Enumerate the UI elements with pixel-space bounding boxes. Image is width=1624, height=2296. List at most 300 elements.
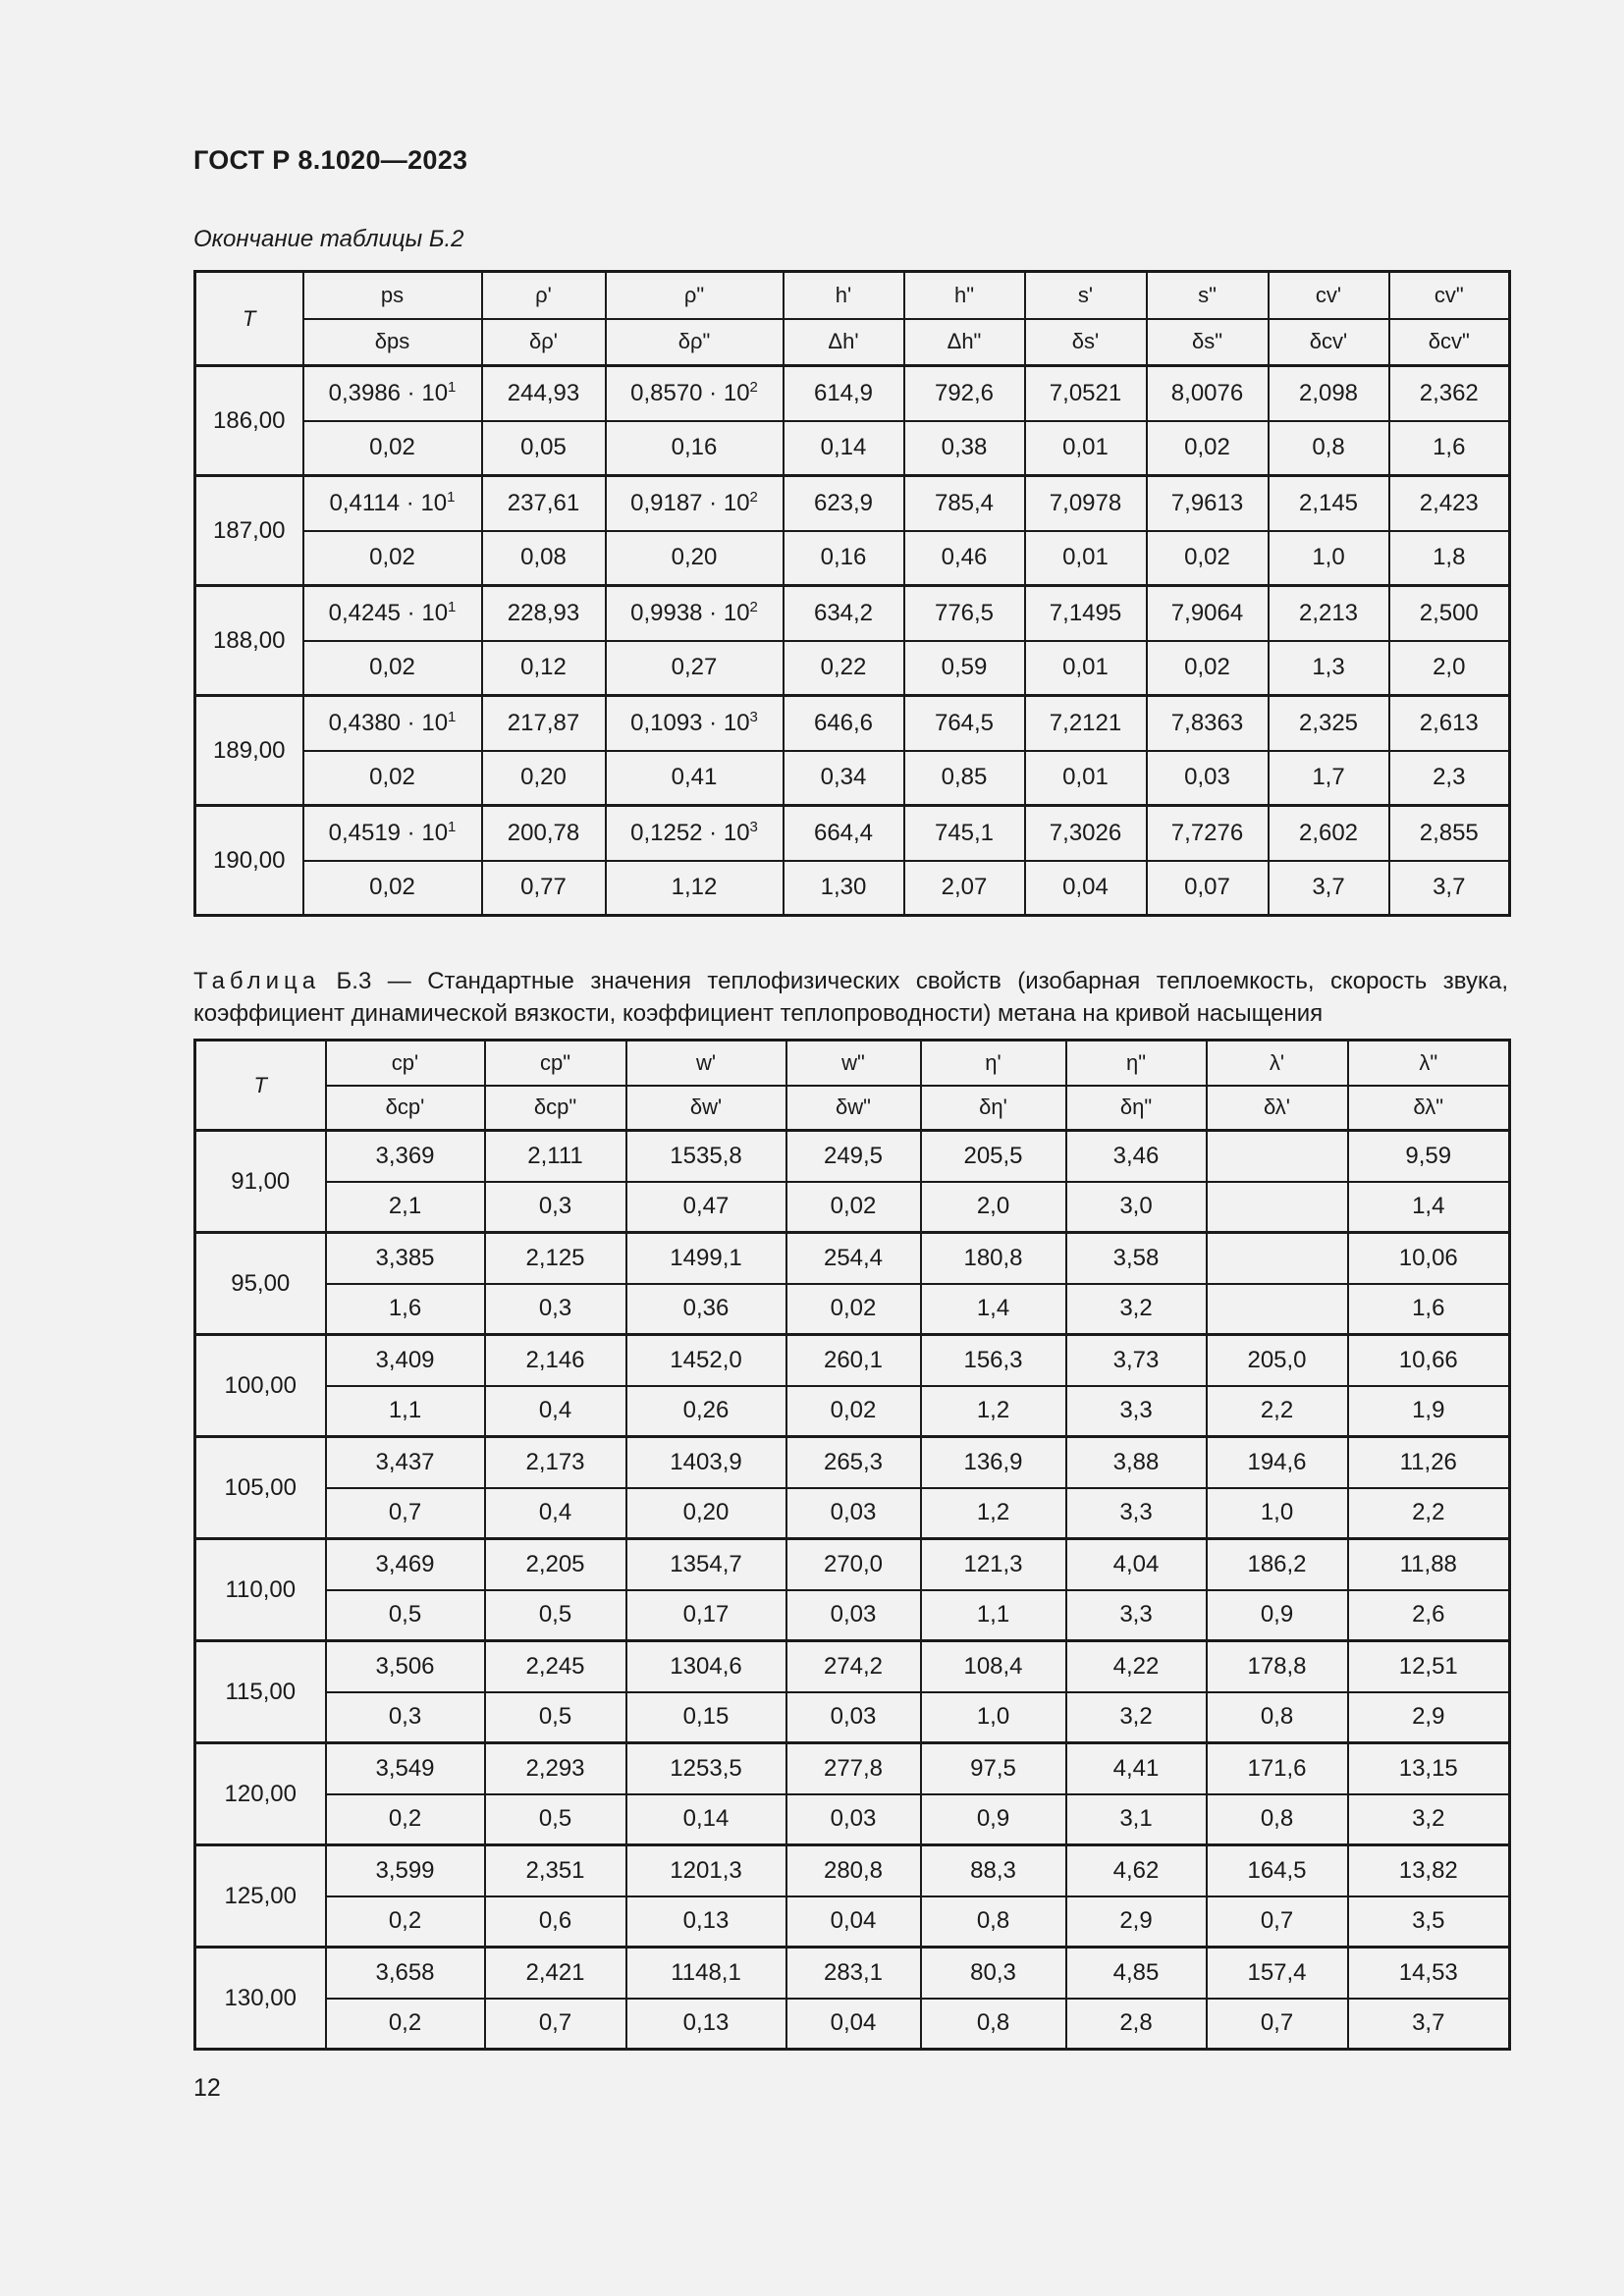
table-row — [195, 1488, 1510, 1539]
uncertainty-cell: 1,30 — [784, 861, 904, 916]
temperature-block — [195, 1845, 1510, 1948]
value-cell: 10,66 — [1348, 1335, 1510, 1386]
table-row — [195, 586, 1510, 641]
uncertainty-cell: 0,3 — [485, 1182, 626, 1233]
value-mantissa: 0,4245 · 10 — [328, 599, 449, 626]
value-cell: 7,7276 — [1147, 806, 1269, 861]
uncertainty-cell: 3,3 — [1066, 1590, 1207, 1641]
uncertainty-cell: 0,8 — [1207, 1692, 1348, 1743]
uncertainty-cell: 0,12 — [482, 641, 606, 696]
value-cell — [606, 476, 784, 531]
table-row — [195, 1131, 1510, 1182]
uncertainty-cell: 3,2 — [1066, 1284, 1207, 1335]
column-header: cp" — [485, 1041, 626, 1086]
uncertainty-cell: 0,2 — [326, 1999, 485, 2050]
value-cell: 2,602 — [1269, 806, 1389, 861]
value-cell: 12,51 — [1348, 1641, 1510, 1692]
column-header: ps — [303, 272, 482, 319]
column-header: s' — [1025, 272, 1147, 319]
value-cell: 9,59 — [1348, 1131, 1510, 1182]
temperature-cell: 110,00 — [195, 1539, 326, 1641]
uncertainty-cell: 0,01 — [1025, 641, 1147, 696]
uncertainty-cell: 0,9 — [921, 1794, 1066, 1845]
table-row — [195, 1386, 1510, 1437]
uncertainty-cell: 0,02 — [303, 641, 482, 696]
temperature-block — [195, 586, 1510, 696]
column-header-uncertainty: δcv' — [1269, 319, 1389, 366]
uncertainty-cell: 0,26 — [626, 1386, 786, 1437]
uncertainty-cell: 0,02 — [303, 751, 482, 806]
uncertainty-cell — [1207, 1284, 1348, 1335]
value-cell: 2,245 — [485, 1641, 626, 1692]
value-cell: 2,205 — [485, 1539, 626, 1590]
value-exponent: 3 — [749, 708, 758, 725]
uncertainty-cell: 0,16 — [784, 531, 904, 586]
column-header-uncertainty: δs" — [1147, 319, 1269, 366]
value-cell: 13,15 — [1348, 1743, 1510, 1794]
column-header-temperature: T — [195, 1041, 326, 1131]
table-row — [195, 1590, 1510, 1641]
uncertainty-cell: 0,8 — [921, 1896, 1066, 1948]
value-cell: 7,0978 — [1025, 476, 1147, 531]
table-row — [195, 1896, 1510, 1948]
value-cell: 2,146 — [485, 1335, 626, 1386]
temperature-block — [195, 1948, 1510, 2050]
value-cell — [606, 806, 784, 861]
table-row — [195, 1845, 1510, 1896]
column-header: h" — [904, 272, 1025, 319]
value-exponent: 1 — [448, 378, 457, 396]
column-header-uncertainty: δw" — [786, 1086, 921, 1131]
column-header-uncertainty: Δh' — [784, 319, 904, 366]
value-cell: 7,1495 — [1025, 586, 1147, 641]
column-header-uncertainty: δcv" — [1389, 319, 1510, 366]
value-cell: 2,325 — [1269, 696, 1389, 751]
value-cell: 171,6 — [1207, 1743, 1348, 1794]
uncertainty-cell: 0,04 — [786, 1999, 921, 2050]
value-exponent: 1 — [448, 818, 457, 835]
column-header: s" — [1147, 272, 1269, 319]
uncertainty-cell: 0,03 — [786, 1590, 921, 1641]
column-header: η" — [1066, 1041, 1207, 1086]
value-exponent: 2 — [749, 378, 758, 396]
uncertainty-cell: 0,01 — [1025, 751, 1147, 806]
temperature-cell: 91,00 — [195, 1131, 326, 1233]
value-cell: 1304,6 — [626, 1641, 786, 1692]
value-exponent: 1 — [447, 488, 456, 506]
temperature-cell: 187,00 — [195, 476, 303, 586]
uncertainty-cell: 3,7 — [1348, 1999, 1510, 2050]
uncertainty-cell: 2,9 — [1066, 1896, 1207, 1948]
temperature-block — [195, 1743, 1510, 1845]
uncertainty-cell: 0,41 — [606, 751, 784, 806]
value-cell: 3,46 — [1066, 1131, 1207, 1182]
value-mantissa: 0,9938 · 10 — [630, 599, 750, 626]
value-cell: 4,22 — [1066, 1641, 1207, 1692]
table-row — [195, 1233, 1510, 1284]
uncertainty-cell: 0,03 — [1147, 751, 1269, 806]
uncertainty-cell: 0,02 — [1147, 531, 1269, 586]
uncertainty-cell: 0,7 — [1207, 1896, 1348, 1948]
column-header: cv' — [1269, 272, 1389, 319]
uncertainty-cell: 0,7 — [485, 1999, 626, 2050]
uncertainty-cell: 0,5 — [485, 1590, 626, 1641]
column-header: w" — [786, 1041, 921, 1086]
value-cell: 121,3 — [921, 1539, 1066, 1590]
uncertainty-cell: 2,07 — [904, 861, 1025, 916]
table-row — [195, 751, 1510, 806]
uncertainty-cell: 1,1 — [921, 1590, 1066, 1641]
value-cell: 3,58 — [1066, 1233, 1207, 1284]
value-mantissa: 0,1252 · 10 — [630, 819, 750, 846]
uncertainty-cell: 0,3 — [485, 1284, 626, 1335]
uncertainty-cell: 3,2 — [1066, 1692, 1207, 1743]
uncertainty-cell: 0,13 — [626, 1999, 786, 2050]
value-cell: 217,87 — [482, 696, 606, 751]
value-cell: 1253,5 — [626, 1743, 786, 1794]
uncertainty-cell: 1,3 — [1269, 641, 1389, 696]
value-cell: 3,599 — [326, 1845, 485, 1896]
value-cell: 3,506 — [326, 1641, 485, 1692]
table-b3 — [193, 1039, 1511, 2051]
uncertainty-cell: 2,3 — [1389, 751, 1510, 806]
value-cell: 614,9 — [784, 366, 904, 421]
uncertainty-cell: 0,2 — [326, 1794, 485, 1845]
uncertainty-cell: 0,02 — [786, 1284, 921, 1335]
uncertainty-cell: 0,02 — [1147, 421, 1269, 476]
value-cell — [606, 696, 784, 751]
value-cell: 2,125 — [485, 1233, 626, 1284]
uncertainty-cell: 3,7 — [1389, 861, 1510, 916]
uncertainty-cell: 3,5 — [1348, 1896, 1510, 1948]
uncertainty-cell: 1,6 — [1348, 1284, 1510, 1335]
table-row — [195, 1437, 1510, 1488]
uncertainty-cell: 0,7 — [326, 1488, 485, 1539]
value-cell: 136,9 — [921, 1437, 1066, 1488]
uncertainty-cell: 0,85 — [904, 751, 1025, 806]
value-cell — [1207, 1233, 1348, 1284]
value-mantissa: 0,3986 · 10 — [328, 379, 449, 406]
value-cell: 280,8 — [786, 1845, 921, 1896]
value-cell: 3,409 — [326, 1335, 485, 1386]
value-cell: 2,613 — [1389, 696, 1510, 751]
table-b3-caption-label: Таблица — [193, 968, 321, 994]
uncertainty-cell: 0,5 — [485, 1794, 626, 1845]
uncertainty-cell: 3,1 — [1066, 1794, 1207, 1845]
value-cell: 2,500 — [1389, 586, 1510, 641]
uncertainty-cell: 0,2 — [326, 1896, 485, 1948]
uncertainty-cell: 3,0 — [1066, 1182, 1207, 1233]
uncertainty-cell: 1,12 — [606, 861, 784, 916]
column-header-uncertainty: δcp" — [485, 1086, 626, 1131]
uncertainty-cell: 2,2 — [1207, 1386, 1348, 1437]
column-header: λ" — [1348, 1041, 1510, 1086]
value-cell: 1535,8 — [626, 1131, 786, 1182]
value-cell: 260,1 — [786, 1335, 921, 1386]
uncertainty-cell: 1,0 — [1207, 1488, 1348, 1539]
uncertainty-cell: 0,14 — [626, 1794, 786, 1845]
column-header-uncertainty: δs' — [1025, 319, 1147, 366]
uncertainty-cell: 0,16 — [606, 421, 784, 476]
uncertainty-cell: 0,02 — [786, 1386, 921, 1437]
uncertainty-cell: 0,36 — [626, 1284, 786, 1335]
temperature-block — [195, 366, 1510, 476]
temperature-block — [195, 1539, 1510, 1641]
value-cell: 186,2 — [1207, 1539, 1348, 1590]
value-cell: 634,2 — [784, 586, 904, 641]
table-b3-caption-text: Б.3 — Стандартные значения теплофизических свойств (изобарная теплоемкость, скорость звука, коэффициент динамической вязкости, коэффициент теплопроводности) метана на кривой насыщения — [193, 968, 1508, 1027]
value-cell: 2,351 — [485, 1845, 626, 1896]
header-row — [195, 319, 1510, 366]
uncertainty-cell: 1,9 — [1348, 1386, 1510, 1437]
value-cell: 277,8 — [786, 1743, 921, 1794]
value-cell — [606, 366, 784, 421]
value-cell: 2,293 — [485, 1743, 626, 1794]
uncertainty-cell: 0,02 — [303, 531, 482, 586]
value-cell: 3,73 — [1066, 1335, 1207, 1386]
column-header-uncertainty: δρ' — [482, 319, 606, 366]
column-header-temperature: T — [195, 272, 303, 366]
uncertainty-cell: 2,9 — [1348, 1692, 1510, 1743]
column-header-uncertainty: δw' — [626, 1086, 786, 1131]
value-exponent: 3 — [749, 818, 758, 835]
value-cell: 8,0076 — [1147, 366, 1269, 421]
column-header: ρ' — [482, 272, 606, 319]
table-row — [195, 641, 1510, 696]
value-cell: 7,2121 — [1025, 696, 1147, 751]
value-cell: 244,93 — [482, 366, 606, 421]
value-cell: 80,3 — [921, 1948, 1066, 1999]
uncertainty-cell: 0,13 — [626, 1896, 786, 1948]
column-header-uncertainty: δη" — [1066, 1086, 1207, 1131]
value-cell: 194,6 — [1207, 1437, 1348, 1488]
value-mantissa: 0,4114 · 10 — [329, 489, 448, 516]
value-cell: 7,9064 — [1147, 586, 1269, 641]
value-cell: 237,61 — [482, 476, 606, 531]
value-cell: 157,4 — [1207, 1948, 1348, 1999]
uncertainty-cell: 0,8 — [921, 1999, 1066, 2050]
uncertainty-cell: 1,1 — [326, 1386, 485, 1437]
value-cell: 10,06 — [1348, 1233, 1510, 1284]
uncertainty-cell: 0,20 — [626, 1488, 786, 1539]
value-cell: 1452,0 — [626, 1335, 786, 1386]
temperature-cell: 100,00 — [195, 1335, 326, 1437]
uncertainty-cell: 0,03 — [786, 1692, 921, 1743]
uncertainty-cell: 0,59 — [904, 641, 1025, 696]
value-cell: 1403,9 — [626, 1437, 786, 1488]
value-cell: 3,385 — [326, 1233, 485, 1284]
table-row — [195, 1948, 1510, 1999]
temperature-block — [195, 806, 1510, 916]
value-cell: 13,82 — [1348, 1845, 1510, 1896]
value-cell: 254,4 — [786, 1233, 921, 1284]
table-b2 — [193, 270, 1511, 917]
value-cell: 785,4 — [904, 476, 1025, 531]
value-cell: 265,3 — [786, 1437, 921, 1488]
value-cell: 180,8 — [921, 1233, 1066, 1284]
uncertainty-cell: 0,01 — [1025, 421, 1147, 476]
temperature-cell: 189,00 — [195, 696, 303, 806]
uncertainty-cell: 0,3 — [326, 1692, 485, 1743]
uncertainty-cell: 0,27 — [606, 641, 784, 696]
uncertainty-cell: 0,4 — [485, 1386, 626, 1437]
table-row — [195, 861, 1510, 916]
value-cell: 228,93 — [482, 586, 606, 641]
uncertainty-cell: 1,8 — [1389, 531, 1510, 586]
value-cell: 2,145 — [1269, 476, 1389, 531]
uncertainty-cell: 1,4 — [921, 1284, 1066, 1335]
temperature-cell: 190,00 — [195, 806, 303, 916]
uncertainty-cell: 0,34 — [784, 751, 904, 806]
uncertainty-cell: 1,2 — [921, 1386, 1066, 1437]
column-header: w' — [626, 1041, 786, 1086]
value-cell: 776,5 — [904, 586, 1025, 641]
value-cell: 205,5 — [921, 1131, 1066, 1182]
table-row — [195, 1641, 1510, 1692]
value-cell: 4,41 — [1066, 1743, 1207, 1794]
value-cell: 164,5 — [1207, 1845, 1348, 1896]
value-cell — [1207, 1131, 1348, 1182]
temperature-cell: 125,00 — [195, 1845, 326, 1948]
uncertainty-cell: 2,2 — [1348, 1488, 1510, 1539]
temperature-block — [195, 696, 1510, 806]
value-cell: 792,6 — [904, 366, 1025, 421]
column-header-uncertainty: δcp' — [326, 1086, 485, 1131]
uncertainty-cell: 2,8 — [1066, 1999, 1207, 2050]
table-row — [195, 1794, 1510, 1845]
uncertainty-cell: 0,02 — [1147, 641, 1269, 696]
value-cell: 3,369 — [326, 1131, 485, 1182]
uncertainty-cell: 0,5 — [485, 1692, 626, 1743]
uncertainty-cell: 0,38 — [904, 421, 1025, 476]
uncertainty-cell: 3,2 — [1348, 1794, 1510, 1845]
uncertainty-cell: 0,20 — [606, 531, 784, 586]
value-cell — [303, 476, 482, 531]
value-cell: 2,213 — [1269, 586, 1389, 641]
temperature-cell: 115,00 — [195, 1641, 326, 1743]
value-cell — [606, 586, 784, 641]
value-cell: 764,5 — [904, 696, 1025, 751]
value-mantissa: 0,1093 · 10 — [630, 709, 750, 736]
document-header: ГОСТ Р 8.1020—2023 — [193, 145, 468, 175]
value-cell: 2,421 — [485, 1948, 626, 1999]
value-cell: 249,5 — [786, 1131, 921, 1182]
value-cell: 178,8 — [1207, 1641, 1348, 1692]
temperature-block — [195, 1437, 1510, 1539]
uncertainty-cell: 3,3 — [1066, 1386, 1207, 1437]
value-cell: 2,173 — [485, 1437, 626, 1488]
uncertainty-cell: 0,17 — [626, 1590, 786, 1641]
uncertainty-cell — [1207, 1182, 1348, 1233]
value-cell: 664,4 — [784, 806, 904, 861]
value-cell: 646,6 — [784, 696, 904, 751]
value-cell: 4,04 — [1066, 1539, 1207, 1590]
value-cell — [303, 366, 482, 421]
value-mantissa: 0,4519 · 10 — [328, 819, 449, 846]
value-cell: 1148,1 — [626, 1948, 786, 1999]
uncertainty-cell: 0,01 — [1025, 531, 1147, 586]
table-b3-caption — [193, 965, 1508, 1030]
table-row — [195, 1999, 1510, 2050]
column-header: cp' — [326, 1041, 485, 1086]
value-cell: 270,0 — [786, 1539, 921, 1590]
uncertainty-cell: 0,02 — [303, 861, 482, 916]
uncertainty-cell: 0,20 — [482, 751, 606, 806]
uncertainty-cell: 0,02 — [303, 421, 482, 476]
uncertainty-cell: 1,0 — [1269, 531, 1389, 586]
temperature-cell: 120,00 — [195, 1743, 326, 1845]
value-cell: 7,0521 — [1025, 366, 1147, 421]
value-cell — [303, 696, 482, 751]
uncertainty-cell: 0,04 — [786, 1896, 921, 1948]
uncertainty-cell: 1,7 — [1269, 751, 1389, 806]
value-exponent: 2 — [749, 488, 758, 506]
column-header-uncertainty: δλ" — [1348, 1086, 1510, 1131]
uncertainty-cell: 0,08 — [482, 531, 606, 586]
table-row — [195, 696, 1510, 751]
value-cell: 88,3 — [921, 1845, 1066, 1896]
column-header-uncertainty: Δh" — [904, 319, 1025, 366]
temperature-block — [195, 1641, 1510, 1743]
value-cell: 2,423 — [1389, 476, 1510, 531]
uncertainty-cell: 2,6 — [1348, 1590, 1510, 1641]
value-cell: 274,2 — [786, 1641, 921, 1692]
temperature-cell: 105,00 — [195, 1437, 326, 1539]
temperature-cell: 130,00 — [195, 1948, 326, 2050]
column-header: cv" — [1389, 272, 1510, 319]
value-cell: 2,111 — [485, 1131, 626, 1182]
uncertainty-cell: 3,3 — [1066, 1488, 1207, 1539]
table-row — [195, 1335, 1510, 1386]
value-cell: 1499,1 — [626, 1233, 786, 1284]
value-cell: 7,9613 — [1147, 476, 1269, 531]
column-header-uncertainty: δρ" — [606, 319, 784, 366]
uncertainty-cell: 0,04 — [1025, 861, 1147, 916]
value-cell: 7,8363 — [1147, 696, 1269, 751]
column-header: ρ" — [606, 272, 784, 319]
value-cell: 4,62 — [1066, 1845, 1207, 1896]
table-row — [195, 1692, 1510, 1743]
value-exponent: 2 — [749, 598, 758, 615]
uncertainty-cell: 1,0 — [921, 1692, 1066, 1743]
header-row — [195, 1041, 1510, 1086]
uncertainty-cell: 0,9 — [1207, 1590, 1348, 1641]
value-cell: 2,855 — [1389, 806, 1510, 861]
uncertainty-cell: 0,46 — [904, 531, 1025, 586]
column-header-uncertainty: δλ' — [1207, 1086, 1348, 1131]
uncertainty-cell: 2,0 — [1389, 641, 1510, 696]
value-mantissa: 0,4380 · 10 — [328, 709, 449, 736]
value-cell: 108,4 — [921, 1641, 1066, 1692]
value-exponent: 1 — [448, 598, 457, 615]
uncertainty-cell: 1,4 — [1348, 1182, 1510, 1233]
uncertainty-cell: 0,03 — [786, 1794, 921, 1845]
value-cell: 97,5 — [921, 1743, 1066, 1794]
column-header-uncertainty: δps — [303, 319, 482, 366]
uncertainty-cell: 0,7 — [1207, 1999, 1348, 2050]
header-row — [195, 1086, 1510, 1131]
uncertainty-cell: 0,8 — [1207, 1794, 1348, 1845]
column-header: λ' — [1207, 1041, 1348, 1086]
value-mantissa: 0,8570 · 10 — [630, 379, 750, 406]
uncertainty-cell: 0,15 — [626, 1692, 786, 1743]
column-header: h' — [784, 272, 904, 319]
uncertainty-cell: 0,4 — [485, 1488, 626, 1539]
value-cell: 1354,7 — [626, 1539, 786, 1590]
value-cell — [303, 806, 482, 861]
uncertainty-cell: 0,03 — [786, 1488, 921, 1539]
value-cell — [303, 586, 482, 641]
